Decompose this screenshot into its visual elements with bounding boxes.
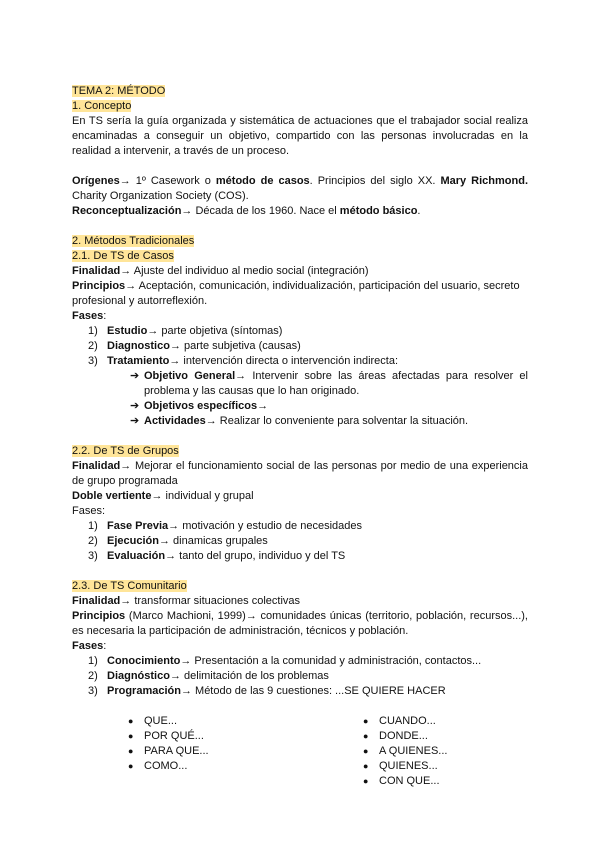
reconceptualizacion-label: Reconceptualización [72, 205, 182, 217]
document-title: TEMA 2: MÉTODO [72, 85, 166, 97]
grupos-finalidad: Finalidad→ Mejorar el funcionamiento social de las personas por medio de una experiencia de grupo programada [72, 460, 528, 487]
list-item: ● QUE... [128, 715, 178, 727]
casos-fases-label: Fases: [72, 310, 107, 322]
arrow-icon: ➔ [130, 415, 140, 427]
arrow-icon: ➔ [130, 370, 140, 382]
bullet-icon: ● [128, 716, 134, 726]
list-item: ➔ Actividades→ Realizar lo conveniente para solventar la situación. [130, 415, 469, 427]
list-item: 2) Diagnóstico→ delimitación de los problemas [88, 670, 329, 682]
section-comunitario-heading: 2.3. De TS Comunitario [72, 580, 187, 592]
bullet-icon: ● [363, 746, 369, 756]
tratamiento-sublist [72, 369, 528, 429]
bullet-icon: ● [363, 731, 369, 741]
list-item: ● CON QUE... [363, 775, 440, 787]
origenes-paragraph: Orígenes→ 1º Casework o método de casos. Principios del siglo XX. Mary Richmond. Charity Organization Society (COS). [72, 175, 529, 202]
list-item: ● PARA QUE... [128, 745, 209, 757]
bullet-icon: ● [128, 761, 134, 771]
grupos-fases-list [72, 519, 528, 564]
list-item: ● DONDE... [363, 730, 428, 742]
section-concepto-heading: 1. Concepto [72, 100, 132, 112]
cuestiones-columns [72, 714, 528, 789]
arrow-icon: ➔ [130, 400, 140, 412]
comunitario-finalidad: Finalidad→ transformar situaciones colectivas [72, 595, 301, 607]
bullet-icon: ● [363, 716, 369, 726]
comunitario-fases-label: Fases: [72, 640, 107, 652]
list-item: 2) Ejecución→ dinamicas grupales [88, 535, 268, 547]
origenes-label: Orígenes [72, 175, 120, 187]
comunitario-principios: Principios (Marco Machioni, 1999)→ comunidades únicas (territorio, población, recursos...), es necesaria la participación de administración, técnicos y población. [72, 610, 528, 637]
reconceptualizacion-paragraph: Reconceptualización→ Década de los 1960. Nace el método básico. [72, 205, 421, 217]
list-item: ● QUIENES... [363, 760, 438, 772]
section-casos-heading: 2.1. De TS de Casos [72, 250, 174, 262]
bullet-icon: ● [363, 776, 369, 786]
list-item: 3) Tratamiento→ intervención directa o intervención indirecta: [88, 355, 399, 367]
list-item: ● CUANDO... [363, 715, 436, 727]
list-item: 1) Conocimiento→ Presentación a la comunidad y administración, contactos... [88, 655, 482, 667]
list-item: ➔ Objetivos específicos→ [130, 400, 269, 412]
list-item: 3) Evaluación→ tanto del grupo, individuo y del TS [88, 550, 346, 562]
casos-principios: Principios→ Aceptación, comunicación, individualización, participación del usuario, secreto profesional y autorreflexión. [72, 280, 520, 307]
cuestiones-right-list [307, 714, 447, 789]
list-item: ● COMO... [128, 760, 188, 772]
grupos-fases-label: Fases: [72, 505, 106, 517]
grupos-vertiente: Doble vertiente→ individual y grupal [72, 490, 254, 502]
list-item: 2) Diagnostico→ parte subjetiva (causas) [88, 340, 301, 352]
document-page [72, 84, 528, 789]
list-item: 1) Fase Previa→ motivación y estudio de necesidades [88, 520, 362, 532]
cuestiones-left-list [72, 714, 307, 789]
section-grupos-heading: 2.2. De TS de Grupos [72, 445, 179, 457]
concepto-text: En TS sería la guía organizada y sistemática de actuaciones que el trabajador social realiza encaminadas a conseguir un objetivo, compartido con las personas involucradas en la realidad a intervenir, a través de un proceso. [72, 115, 528, 157]
list-item: ➔ Objetivo General→ Intervenir sobre las áreas afectadas para resolver el problema y las causas que lo han originado. [130, 370, 528, 397]
list-item: 1) Estudio→ parte objetiva (síntomas) [88, 325, 283, 337]
bullet-icon: ● [128, 731, 134, 741]
comunitario-fases-list [72, 654, 528, 699]
section-metodos-heading: 2. Métodos Tradicionales [72, 235, 195, 247]
list-item: 3) Programación→ Método de las 9 cuestiones: ...SE QUIERE HACER [88, 685, 446, 697]
casos-fases-list [72, 324, 528, 369]
casos-finalidad: Finalidad→ Ajuste del individuo al medio social (integración) [72, 265, 369, 277]
list-item: ● POR QUÉ... [128, 730, 204, 742]
list-item: ● A QUIENES... [363, 745, 448, 757]
bullet-icon: ● [363, 761, 369, 771]
bullet-icon: ● [128, 746, 134, 756]
